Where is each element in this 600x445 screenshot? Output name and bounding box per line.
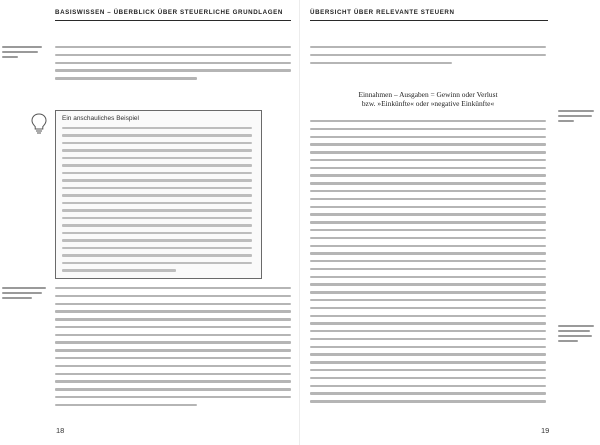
right-main-paragraph bbox=[310, 120, 546, 408]
right-page-number: 19 bbox=[541, 426, 550, 435]
right-page-header: ÜBERSICHT ÜBER RELEVANTE STEUERN bbox=[310, 9, 455, 16]
left-page-header: BASISWISSEN – ÜBERBLICK ÜBER STEUERLICHE GRUNDLAGEN bbox=[55, 9, 283, 16]
lightbulb-icon bbox=[30, 112, 48, 134]
right-intro-paragraph bbox=[310, 46, 546, 69]
right-page bbox=[300, 0, 600, 445]
margin-note-3 bbox=[558, 110, 598, 125]
left-main-paragraph bbox=[55, 287, 291, 412]
margin-note-1 bbox=[2, 46, 46, 61]
margin-note-2 bbox=[2, 287, 50, 302]
left-page-number: 18 bbox=[56, 426, 65, 435]
formula-line-2: bzw. »Einkünfte« oder »negative Einkünfte« bbox=[361, 99, 495, 108]
left-header-rule bbox=[55, 20, 291, 21]
example-box-title: Ein anschauliches Beispiel bbox=[62, 115, 139, 122]
formula-line-1: Einnahmen – Ausgaben = Gewinn oder Verlust bbox=[358, 90, 498, 99]
left-intro-paragraph bbox=[55, 46, 291, 85]
example-box bbox=[55, 110, 262, 279]
margin-note-4 bbox=[558, 325, 598, 345]
right-header-rule bbox=[310, 20, 548, 21]
example-box-text bbox=[62, 127, 252, 277]
